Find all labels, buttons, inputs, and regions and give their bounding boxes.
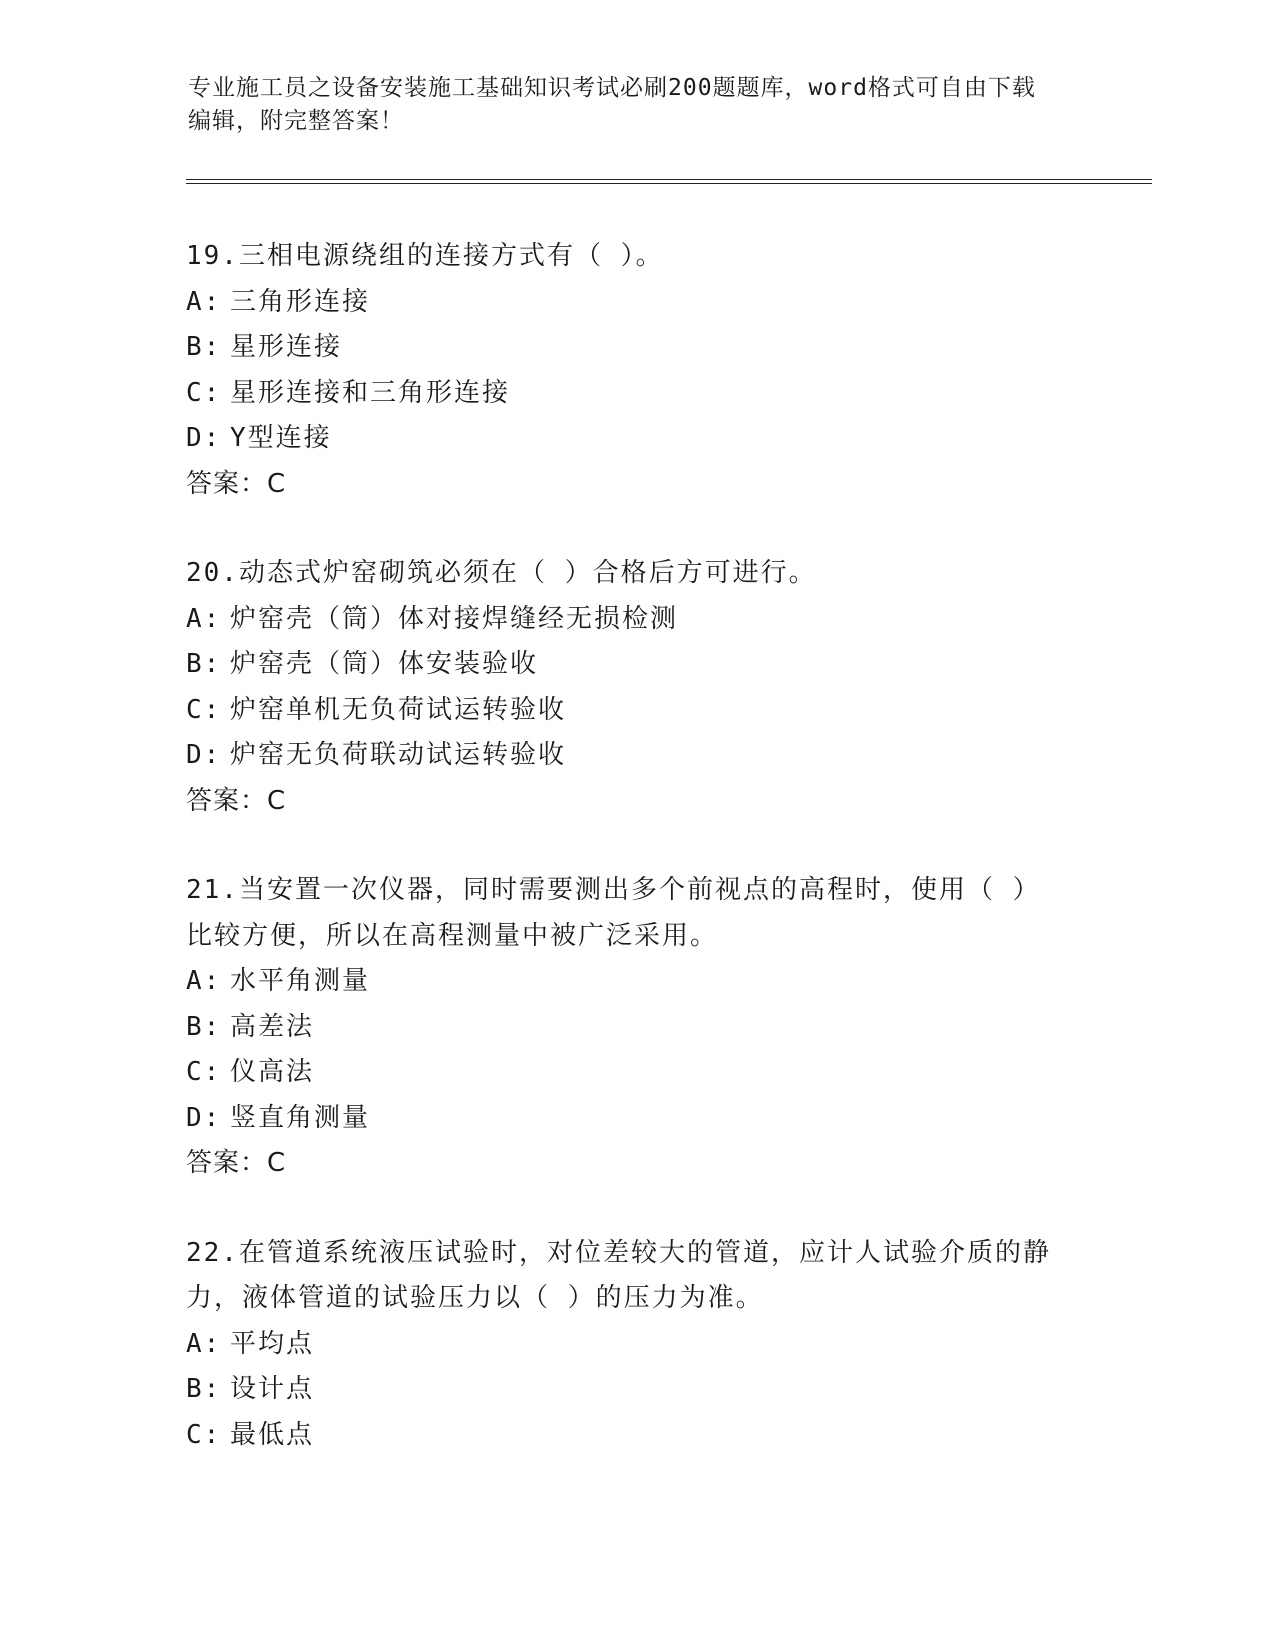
question-stem-line-2: 比较方便，所以在高程测量中被广泛采用。 [186, 920, 719, 951]
answer-line: 答案：C [186, 785, 287, 816]
option-letter: C: [186, 1419, 222, 1450]
option-letter: C: [186, 694, 222, 725]
header-title-line-2: 编辑，附完整答案！ [188, 108, 404, 134]
option-text: 水平角测量 [230, 966, 371, 996]
option-a [186, 597, 1086, 643]
question-stem-line-1: 22.在管道系统液压试验时，对位差较大的管道，应计人试验介质的静 [186, 1237, 1051, 1268]
option-letter: D: [186, 1102, 222, 1133]
option-a [186, 959, 1086, 1005]
question-list [186, 234, 1086, 1502]
header-divider-bottom [186, 183, 1152, 184]
option-text: 三角形连接 [230, 286, 371, 317]
option-text: 平均点 [230, 1328, 315, 1359]
option-text: 仪高法 [230, 1057, 315, 1087]
question-21 [186, 868, 1086, 1187]
option-b [186, 1367, 1086, 1413]
option-text: 炉窑壳（筒）体对接焊缝经无损检测 [230, 603, 679, 634]
answer-line: 答案：C [186, 1148, 287, 1178]
option-letter: B: [186, 332, 222, 362]
option-text: 高差法 [230, 1011, 315, 1042]
option-letter: B: [186, 649, 222, 679]
option-letter: A: [186, 966, 222, 996]
option-c [186, 371, 1086, 417]
option-text: 星形连接和三角形连接 [230, 377, 511, 408]
question-stem: 20.动态式炉窑砌筑必须在（ ）合格后方可进行。 [186, 558, 817, 588]
option-letter: A: [186, 603, 222, 634]
option-letter: A: [186, 286, 222, 317]
option-a [186, 1322, 1086, 1368]
option-letter: C: [186, 377, 222, 408]
option-text: 炉窑壳（筒）体安装验收 [230, 649, 539, 679]
header-title-line-1: 专业施工员之设备安装施工基础知识考试必刷200题题库，word格式可自由下载 [188, 75, 1036, 101]
option-letter: C: [186, 1057, 222, 1087]
option-letter: B: [186, 1011, 222, 1042]
option-text: 炉窑无负荷联动试运转验收 [230, 740, 567, 770]
option-text: 最低点 [230, 1419, 315, 1450]
option-b [186, 1005, 1086, 1051]
document-header [188, 72, 1088, 138]
option-letter: A: [186, 1328, 222, 1359]
option-a [186, 280, 1086, 326]
question-stem-line-2: 力，液体管道的试验压力以（ ）的压力为准。 [186, 1283, 764, 1313]
question-19 [186, 234, 1086, 507]
answer-line: 答案：C [186, 468, 287, 499]
option-text: 星形连接 [230, 332, 343, 362]
option-d [186, 1096, 1086, 1142]
option-text: 设计点 [230, 1374, 315, 1404]
option-c [186, 1413, 1086, 1459]
header-divider-top [186, 179, 1152, 180]
question-stem: 19.三相电源绕组的连接方式有（ ）。 [186, 241, 664, 271]
option-c [186, 1050, 1086, 1096]
option-d [186, 733, 1086, 779]
option-d [186, 416, 1086, 462]
question-stem-line-1: 21.当安置一次仪器，同时需要测出多个前视点的高程时，使用（ ） [186, 875, 1041, 905]
option-letter: D: [186, 740, 222, 770]
option-letter: D: [186, 423, 222, 453]
option-text: Y型连接 [230, 423, 332, 453]
option-text: 竖直角测量 [230, 1102, 371, 1133]
option-b [186, 325, 1086, 371]
question-22 [186, 1231, 1086, 1459]
question-20 [186, 551, 1086, 824]
option-letter: B: [186, 1374, 222, 1404]
option-c [186, 688, 1086, 734]
option-b [186, 642, 1086, 688]
option-text: 炉窑单机无负荷试运转验收 [230, 694, 567, 725]
